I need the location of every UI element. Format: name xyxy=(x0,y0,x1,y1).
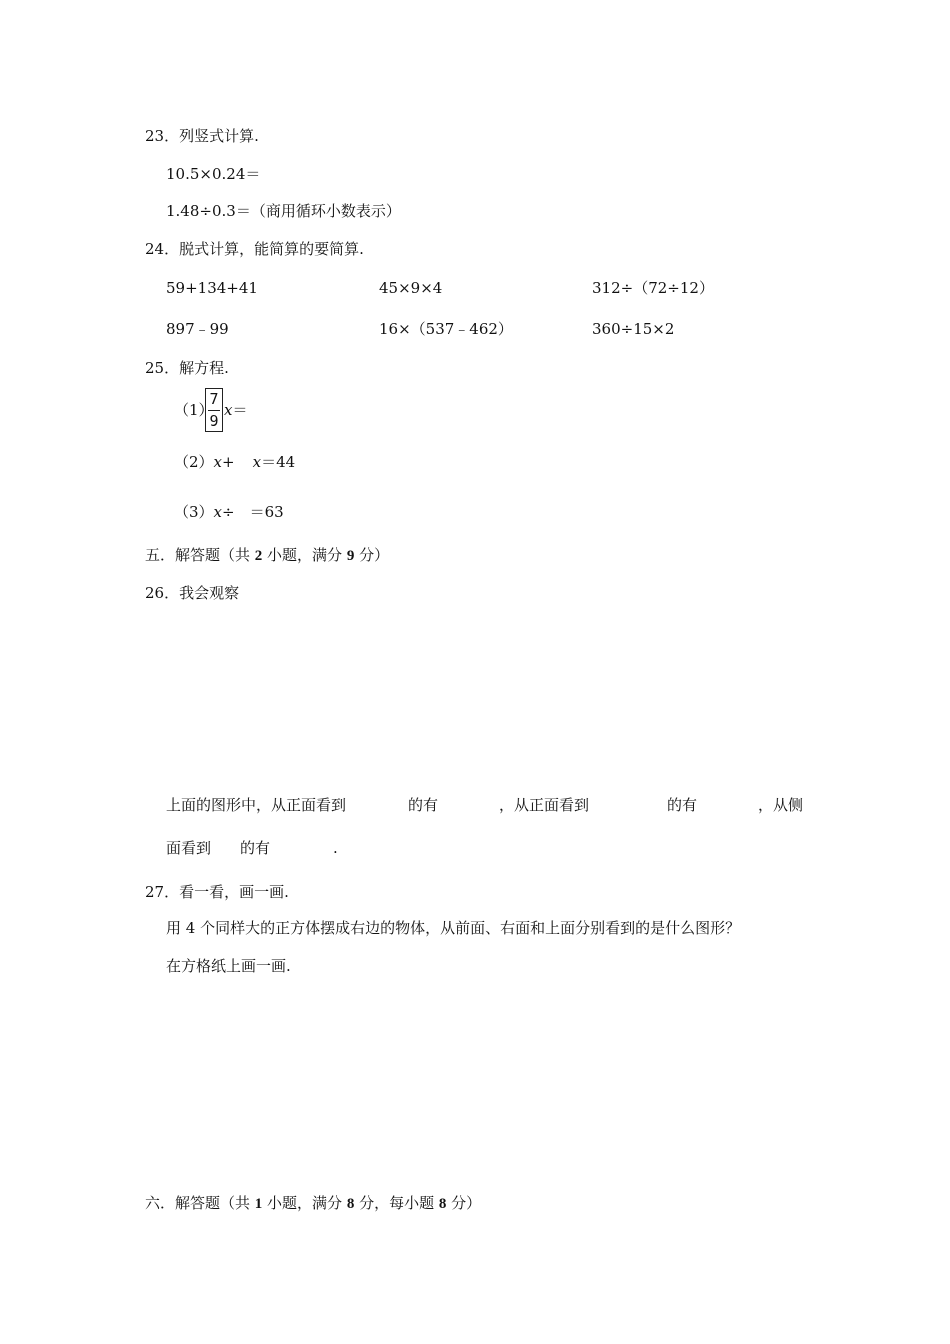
section-6-heading xyxy=(145,1193,481,1214)
sec5-count: 2 xyxy=(254,548,263,564)
eq1-variable: x xyxy=(224,401,233,419)
eq1-denominator: 9 xyxy=(209,412,219,430)
q26-text-2: 的有 xyxy=(408,796,439,814)
sec6-score: 8 xyxy=(346,1196,355,1212)
q27-heading: 27．看一看，画一画. xyxy=(145,883,289,901)
sec5-text-a: 五．解答题（共 xyxy=(145,546,255,564)
eq1-rest: ＝ xyxy=(232,401,248,419)
eq3-variable: x xyxy=(213,503,223,521)
eq1-fraction-bar xyxy=(208,410,220,411)
sec6-each-score: 8 xyxy=(438,1196,447,1212)
eq2-variable-1: x xyxy=(213,453,223,471)
sec5-score: 9 xyxy=(346,548,355,564)
q26-figure-area xyxy=(166,610,806,780)
eq3-label: （3） xyxy=(174,503,214,521)
q23-line1: 10.5×0.24＝ xyxy=(166,165,261,183)
sec6-text-a: 六．解答题（共 xyxy=(145,1194,255,1212)
q24-expr-2-3: 360÷15×2 xyxy=(592,320,675,338)
q24-expr-2-2: 16×（537﹣462） xyxy=(379,320,513,338)
eq1-numerator: 7 xyxy=(209,390,219,408)
q24-expr-1-2: 45×9×4 xyxy=(379,279,443,297)
q27-figure-area xyxy=(166,985,806,1175)
q24-expr-2-1: 897﹣99 xyxy=(166,320,229,338)
q24-expr-1-1: 59+134+41 xyxy=(166,279,258,297)
sec6-text-g: 分） xyxy=(446,1194,482,1212)
q26-text-5: ，从侧 xyxy=(758,796,804,814)
q26-text-7: 的有 xyxy=(240,839,271,857)
eq2-line xyxy=(174,452,295,472)
q23-line2: 1.48÷0.3＝（商用循环小数表示） xyxy=(166,202,401,220)
eq2-rest: ＝44 xyxy=(261,453,296,471)
sec6-text-c: 小题，满分 xyxy=(262,1194,347,1212)
q24-expr-1-3: 312÷（72÷12） xyxy=(592,279,714,297)
q26-text-8: . xyxy=(333,839,338,857)
q26-text-1: 上面的图形中，从正面看到 xyxy=(166,796,347,814)
eq1-label: （1） xyxy=(174,401,214,419)
sec5-text-e: 分） xyxy=(354,546,390,564)
q26-text-6: 面看到 xyxy=(166,839,212,857)
q24-heading: 24．脱式计算，能简算的要简算. xyxy=(145,240,364,258)
section-5-heading xyxy=(145,545,389,566)
eq1-fraction xyxy=(205,388,223,432)
sec6-count: 1 xyxy=(254,1196,263,1212)
q27-line1: 用 4 个同样大的正方体摆成右边的物体，从前面、右面和上面分别看到的是什么图形？ xyxy=(166,919,741,937)
sec5-text-c: 小题，满分 xyxy=(262,546,347,564)
q25-heading: 25．解方程. xyxy=(145,359,229,377)
q26-heading: 26．我会观察 xyxy=(145,584,240,602)
eq2-label: （2） xyxy=(174,453,214,471)
q26-text-3: ，从正面看到 xyxy=(499,796,590,814)
eq3-line xyxy=(174,502,284,522)
eq3-rest: ÷ ＝63 xyxy=(222,503,284,521)
q23-heading: 23．列竖式计算. xyxy=(145,127,259,145)
eq2-plus: + xyxy=(222,453,235,471)
q26-text-4: 的有 xyxy=(667,796,698,814)
q27-line2: 在方格纸上画一画. xyxy=(166,957,291,975)
sec6-text-e: 分，每小题 xyxy=(354,1194,439,1212)
eq2-variable-2: x xyxy=(252,453,262,471)
